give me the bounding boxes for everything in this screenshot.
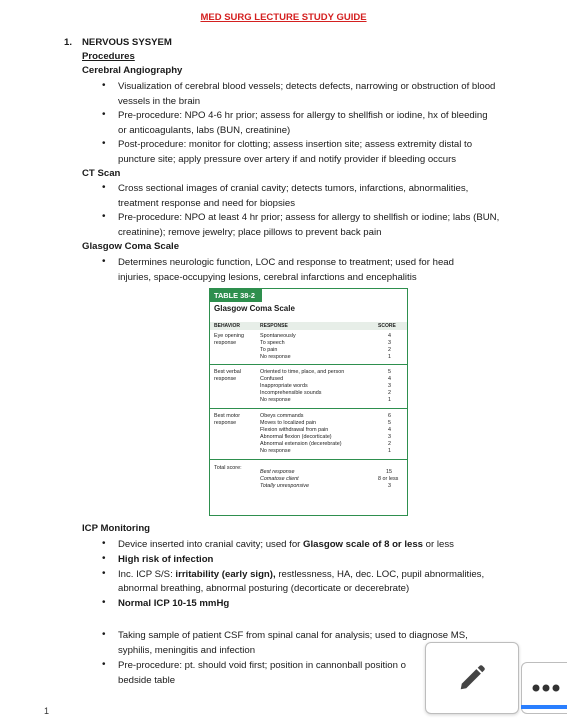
- table-label: TABLE 38-2: [210, 289, 262, 302]
- gcs-bullet-1: Determines neurologic function, LOC and response to treatment; used for head injuries, space-occupying lesions, cerebral infarctions and encephalitis: [118, 257, 454, 283]
- icp-b3-rest: restlessness, HA, dec. LOC, pupil abnormalities,: [275, 569, 485, 580]
- motor-response: Abnormal extension (decerebrate): [260, 441, 342, 447]
- verbal-response: Incomprehensible sounds: [260, 390, 322, 396]
- motor-behavior-2: response: [214, 420, 237, 426]
- verbal-response: Oriented to time, place, and person: [260, 369, 345, 375]
- doc-title: MED SURG LECTURE STUDY GUIDE: [200, 12, 367, 23]
- active-indicator-bar: [521, 705, 567, 709]
- section-heading: NERVOUS SYSYEM: [82, 37, 172, 48]
- col-behavior: BEHAVIOR: [214, 323, 241, 329]
- eye-behavior-2: response: [214, 340, 237, 346]
- motor-score: 5: [388, 420, 391, 426]
- angio-bullet-3: Post-procedure: monitor for clotting; assess insertion site; assess extremity distal to puncture site; apply pressure over artery if and notify provider if bleeding occurs: [118, 139, 473, 165]
- bullet: •: [102, 597, 106, 608]
- ct-bullet-1: Cross sectional images of cranial cavity; detects tumors, infarctions, abnormalities, treatment response and need for biopsies: [118, 183, 469, 209]
- icp-b1-bold: Glasgow scale of 8 or less: [303, 539, 424, 550]
- motor-score: 6: [388, 413, 391, 419]
- bullet: •: [102, 568, 106, 579]
- bullet: •: [102, 256, 106, 267]
- verbal-behavior-2: response: [214, 376, 237, 382]
- verbal-score: 4: [388, 376, 391, 382]
- section-number: 1.: [64, 37, 73, 48]
- motor-score: 4: [388, 427, 391, 433]
- icp-b3-bold: irritability (early sign),: [175, 569, 276, 580]
- motor-response: Abnormal flexion (decorticate): [260, 434, 332, 440]
- angio-bullet-1: Visualization of cerebral blood vessels; detects defects, narrowing or obstruction of blood vessels in the brain: [118, 81, 496, 107]
- ct-scan-heading: CT Scan: [82, 168, 121, 179]
- bullet: •: [102, 553, 106, 564]
- verbal-response: Inappropriate words: [260, 383, 308, 389]
- gcs-heading: Glasgow Coma Scale: [82, 241, 180, 252]
- ct-bullet-2: Pre-procedure: NPO at least 4 hr prior; assess for allergy to shellfish or iodine; labs (BUN, creatinine); remove jewelry; place pillows to prevent back pain: [118, 212, 500, 238]
- icp-bullet-2: High risk of infection: [118, 554, 214, 565]
- table-column-header: [210, 322, 407, 330]
- total-response: Comatose client: [260, 476, 299, 482]
- motor-response: Flexion withdrawal from pain: [260, 427, 329, 433]
- total-response: Totally unresponsive: [260, 483, 309, 489]
- page-number: 1: [44, 706, 50, 716]
- verbal-score: 1: [388, 397, 391, 403]
- icp-heading: ICP Monitoring: [82, 523, 151, 534]
- eye-response: No response: [260, 354, 291, 360]
- more-dots-icon: [531, 683, 561, 693]
- bullet: •: [102, 182, 106, 193]
- col-score: SCORE: [378, 323, 396, 329]
- icp-b1-rest: or less: [423, 539, 454, 550]
- lp-bullet-2-cont: bedside table: [118, 675, 176, 686]
- eye-response: To pain: [260, 347, 278, 353]
- motor-score: 1: [388, 448, 391, 454]
- procedures-heading: Procedures: [82, 51, 135, 62]
- lp-bullet-2: Pre-procedure: pt. should void first; position in cannonball position o: [118, 660, 406, 671]
- eye-response: To speech: [260, 340, 285, 346]
- total-response: Best response: [260, 469, 295, 475]
- total-score: 8 or less: [378, 476, 399, 482]
- edit-button[interactable]: [425, 642, 519, 714]
- icp-bullet-3-cont: abnormal breathing, abnormal posturing (decorticate or decerebrate): [118, 583, 410, 594]
- eye-score: 1: [388, 354, 391, 360]
- eye-score: 4: [388, 333, 391, 339]
- bullet: •: [102, 109, 106, 120]
- bullet: •: [102, 629, 106, 640]
- table-title: Glasgow Coma Scale: [214, 304, 295, 313]
- gcs-table-figure: [209, 288, 408, 516]
- eye-behavior-1: Eye opening: [214, 333, 244, 339]
- angio-bullet-2: Pre-procedure: NPO 4-6 hr prior; assess for allergy to shellfish or iodine, hx of bleeding or anticoagulants, labs (BUN, creatinine): [118, 110, 488, 136]
- bullet: •: [102, 211, 106, 222]
- col-response: RESPONSE: [260, 323, 288, 329]
- total-score: 3: [388, 483, 391, 489]
- eye-score: 3: [388, 340, 391, 346]
- motor-score: 3: [388, 434, 391, 440]
- motor-behavior-1: Best motor: [214, 413, 241, 419]
- verbal-response: Confused: [260, 376, 284, 382]
- bullet: •: [102, 138, 106, 149]
- motor-response: Obeys commands: [260, 413, 304, 419]
- total-label: Total score:: [214, 465, 242, 471]
- motor-score: 2: [388, 441, 391, 447]
- bullet: •: [102, 538, 106, 549]
- icp-bullet-1: [118, 538, 454, 553]
- icp-bullet-4: Normal ICP 10-15 mmHg: [118, 598, 230, 609]
- pencil-icon: [457, 663, 487, 693]
- verbal-score: 3: [388, 383, 391, 389]
- verbal-response: No response: [260, 397, 291, 403]
- lp-bullet-1: Taking sample of patient CSF from spinal canal for analysis; used to diagnose MS,: [118, 630, 468, 641]
- icp-bullet-3: [118, 568, 484, 583]
- eye-score: 2: [388, 347, 391, 353]
- motor-response: Moves to localized pain: [260, 420, 317, 426]
- lp-bullet-1-cont: syphilis, meningitis and infection: [118, 645, 256, 656]
- table-divider: [210, 459, 407, 460]
- bullet: •: [102, 659, 106, 670]
- motor-response: No response: [260, 448, 291, 454]
- icp-b1-text: Device inserted into cranial cavity; used for: [118, 539, 304, 550]
- eye-response: Spontaneously: [260, 333, 296, 339]
- verbal-score: 5: [388, 369, 391, 375]
- table-divider: [210, 408, 407, 409]
- total-score: 15: [386, 469, 392, 475]
- table-divider: [210, 364, 407, 365]
- verbal-score: 2: [388, 390, 391, 396]
- cerebral-angiography-heading: Cerebral Angiography: [82, 65, 183, 76]
- verbal-behavior-1: Best verbal: [214, 369, 241, 375]
- bullet: •: [102, 80, 106, 91]
- icp-b3-text: Inc. ICP S/S:: [118, 569, 176, 580]
